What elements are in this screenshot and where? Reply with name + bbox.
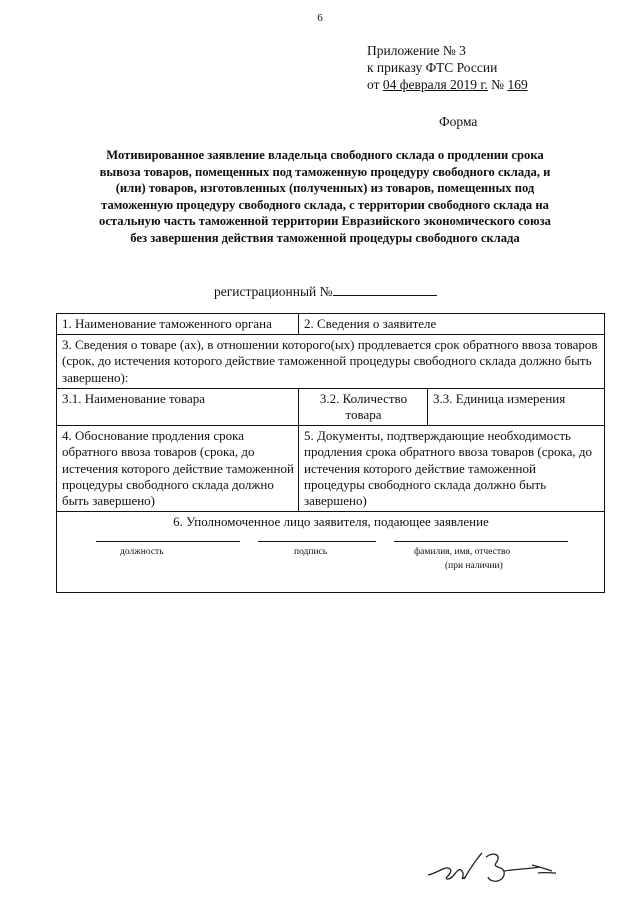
table-row xyxy=(57,388,605,425)
title-line-5: остальную часть таможенной территории Евразийского экономического союза xyxy=(99,214,551,229)
annex-line-3 xyxy=(367,76,528,93)
registration-number xyxy=(214,282,437,300)
table-row xyxy=(57,512,605,593)
annex-block xyxy=(367,42,528,93)
authorized-person-label: 6. Уполномоченное лицо заявителя, подающее заявление xyxy=(173,514,489,530)
annex-number-prefix: № xyxy=(487,77,508,92)
justification-cell: 4. Обоснование продления срока обратного ввоза товаров (срока, до истечения которого действие таможенной процедуры свободного склада должно быть завершено) xyxy=(57,426,299,512)
page-number: 6 xyxy=(317,12,323,24)
signature-lines xyxy=(62,530,600,582)
signature-line xyxy=(258,540,376,542)
document-title xyxy=(40,147,610,247)
title-line-2: вывоза товаров, помещенных под таможенную процедуру свободного склада, и xyxy=(99,164,551,179)
form-label: Форма xyxy=(439,114,478,129)
position-line xyxy=(96,540,240,542)
title-line-3: (или) товаров, изготовленных (полученных) из товаров, помещенных под xyxy=(115,181,535,196)
annex-number: 169 xyxy=(507,77,528,92)
table-row xyxy=(57,426,605,512)
annex-line-1: Приложение № 3 xyxy=(367,43,466,58)
handwritten-signature xyxy=(420,835,570,891)
application-form-table xyxy=(56,313,605,593)
name-caption-note: (при наличии) xyxy=(445,561,503,572)
goods-unit-cell: 3.3. Единица измерения xyxy=(428,388,605,425)
registration-blank-line xyxy=(333,282,437,296)
table-row xyxy=(57,314,605,335)
title-line-1: Мотивированное заявление владельца свободного склада о продлении срока xyxy=(106,148,544,162)
table-row xyxy=(57,335,605,389)
goods-quantity-cell: 3.2. Количество товара xyxy=(299,388,428,425)
documents-cell: 5. Документы, подтверждающие необходимость продления срока обратного ввоза товаров (срока, до истечения которого действие таможенной процедуры свободного склада должно быть завершено) xyxy=(299,426,605,512)
annex-date: 04 февраля 2019 г. xyxy=(382,77,488,92)
goods-name-cell: 3.1. Наименование товара xyxy=(57,388,299,425)
goods-info-cell: 3. Сведения о товаре (ах), в отношении которого(ых) продлевается срок обратного ввоза товаров (срок, до истечения которого действие таможенной процедуры свободного склада должно быть завершено): xyxy=(57,335,605,389)
annex-line-2: к приказу ФТС России xyxy=(367,60,498,75)
annex-date-prefix: от xyxy=(367,77,383,92)
title-line-4: таможенную процедуру свободного склада, с территории свободного склада на xyxy=(101,197,549,212)
name-line xyxy=(394,540,568,542)
signature-caption: подпись xyxy=(294,547,328,558)
authorized-person-cell xyxy=(57,512,605,593)
registration-label: регистрационный № xyxy=(214,284,333,299)
customs-authority-cell: 1. Наименование таможенного органа xyxy=(57,314,299,335)
title-line-6: без завершения действия таможенной процедуры свободного склада xyxy=(130,230,520,245)
position-caption: должность xyxy=(120,547,164,558)
applicant-info-cell: 2. Сведения о заявителе xyxy=(299,314,605,335)
name-caption: фамилия, имя, отчество xyxy=(414,547,511,558)
